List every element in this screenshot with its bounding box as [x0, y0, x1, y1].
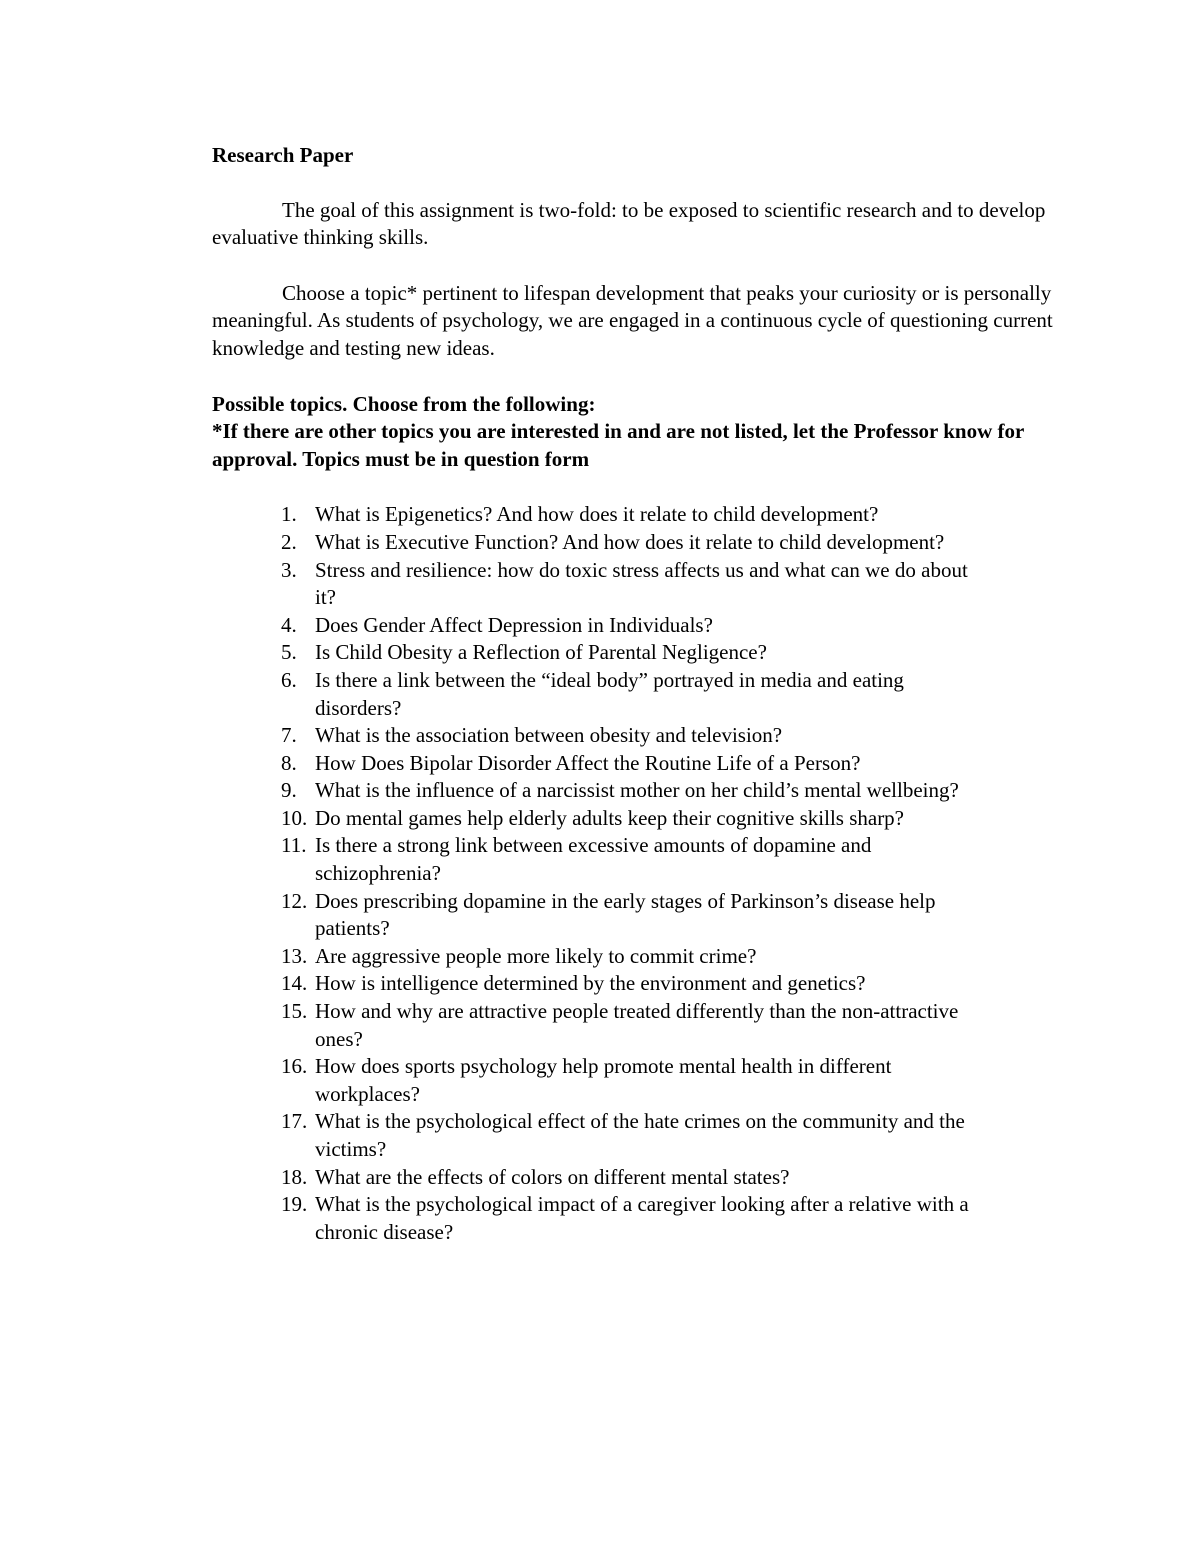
- list-item: [212, 750, 992, 778]
- list-item: [212, 722, 992, 750]
- list-item: [212, 777, 992, 805]
- list-item-text: Is there a strong link between excessive amounts of dopamine and schizophrenia?: [315, 833, 872, 886]
- list-item: [212, 612, 992, 640]
- list-item: [212, 832, 992, 887]
- list-item-number: 2.: [281, 529, 297, 554]
- list-item: [212, 639, 992, 667]
- document-title: Research Paper: [212, 143, 354, 167]
- list-item: [212, 1053, 992, 1108]
- list-item: [212, 888, 992, 943]
- list-item-text: What is the psychological impact of a caregiver looking after a relative with a chronic disease?: [315, 1192, 969, 1244]
- list-item-text: What are the effects of colors on different mental states?: [315, 1164, 790, 1189]
- list-item-number: 8.: [281, 750, 297, 775]
- intro-paragraph: The goal of this assignment is two-fold: to be exposed to scientific research and to develop evaluative thinking skills.: [212, 197, 1046, 250]
- list-item-text: Is there a link between the “ideal body” portrayed in media and eating disorders?: [315, 667, 904, 720]
- list-item-number: 7.: [281, 723, 297, 748]
- list-item: [212, 998, 992, 1053]
- list-item: [212, 1108, 992, 1163]
- list-item-number: 11.: [281, 833, 307, 858]
- list-item-text: What is the influence of a narcissist mother on her child’s mental wellbeing?: [315, 778, 959, 803]
- list-item-number: 13.: [281, 943, 308, 968]
- topic-paragraph: Choose a topic* pertinent to lifespan development that peaks your curiosity or is personally meaningful. As students of psychology, we are engaged in a continuous cycle of questioning current knowledge and testing new ideas.: [212, 280, 1053, 360]
- list-item: [212, 1164, 992, 1192]
- topics-note: *If there are other topics you are interested in and are not listed, let the Professor know for approval. Topics must be in question form: [212, 419, 1024, 471]
- list-item-text: How and why are attractive people treated differently than the non-attractive ones?: [315, 999, 959, 1051]
- list-item-number: 14.: [281, 971, 308, 996]
- list-item-number: 16.: [281, 1054, 308, 1079]
- list-item-number: 1.: [281, 502, 297, 527]
- list-item-text: Is Child Obesity a Reflection of Parental Negligence?: [315, 640, 767, 665]
- list-item: [212, 557, 992, 612]
- list-item-text: Does Gender Affect Depression in Individuals?: [315, 612, 713, 637]
- list-item-text: How Does Bipolar Disorder Affect the Routine Life of a Person?: [315, 750, 861, 775]
- list-item: [212, 529, 992, 557]
- list-item-number: 17.: [281, 1109, 308, 1134]
- topics-heading: Possible topics. Choose from the following:: [212, 391, 596, 416]
- list-item-number: 9.: [281, 778, 297, 803]
- list-item-number: 19.: [281, 1192, 308, 1217]
- list-item: [212, 501, 992, 529]
- list-item-number: 5.: [281, 640, 297, 665]
- list-item-text: Are aggressive people more likely to commit crime?: [315, 943, 757, 968]
- list-item-text: Does prescribing dopamine in the early stages of Parkinson’s disease help patients?: [315, 888, 936, 941]
- list-item-text: What is Epigenetics? And how does it relate to child development?: [315, 502, 879, 527]
- list-item-number: 4.: [281, 612, 297, 637]
- list-item: [212, 805, 992, 833]
- list-item-text: What is the association between obesity and television?: [315, 723, 783, 748]
- list-item-text: How is intelligence determined by the environment and genetics?: [315, 971, 866, 996]
- list-item-text: What is Executive Function? And how does it relate to child development?: [315, 529, 945, 554]
- list-item: [212, 970, 992, 998]
- list-item-text: Do mental games help elderly adults keep their cognitive skills sharp?: [315, 805, 905, 830]
- list-item-text: What is the psychological effect of the hate crimes on the community and the victims?: [315, 1109, 965, 1161]
- list-item-text: How does sports psychology help promote mental health in different workplaces?: [315, 1054, 892, 1106]
- list-item-number: 15.: [281, 999, 308, 1024]
- list-item-number: 3.: [281, 557, 297, 582]
- list-item-number: 18.: [281, 1164, 308, 1189]
- list-item: [212, 943, 992, 971]
- list-item: [212, 1191, 992, 1246]
- list-item-number: 12.: [281, 888, 308, 913]
- list-item: [212, 667, 992, 722]
- list-item-number: 6.: [281, 667, 297, 692]
- document-page: [212, 142, 1072, 1246]
- list-item-number: 10.: [281, 805, 308, 830]
- topics-list: [212, 501, 992, 1246]
- list-item-text: Stress and resilience: how do toxic stress affects us and what can we do about it?: [315, 557, 968, 610]
